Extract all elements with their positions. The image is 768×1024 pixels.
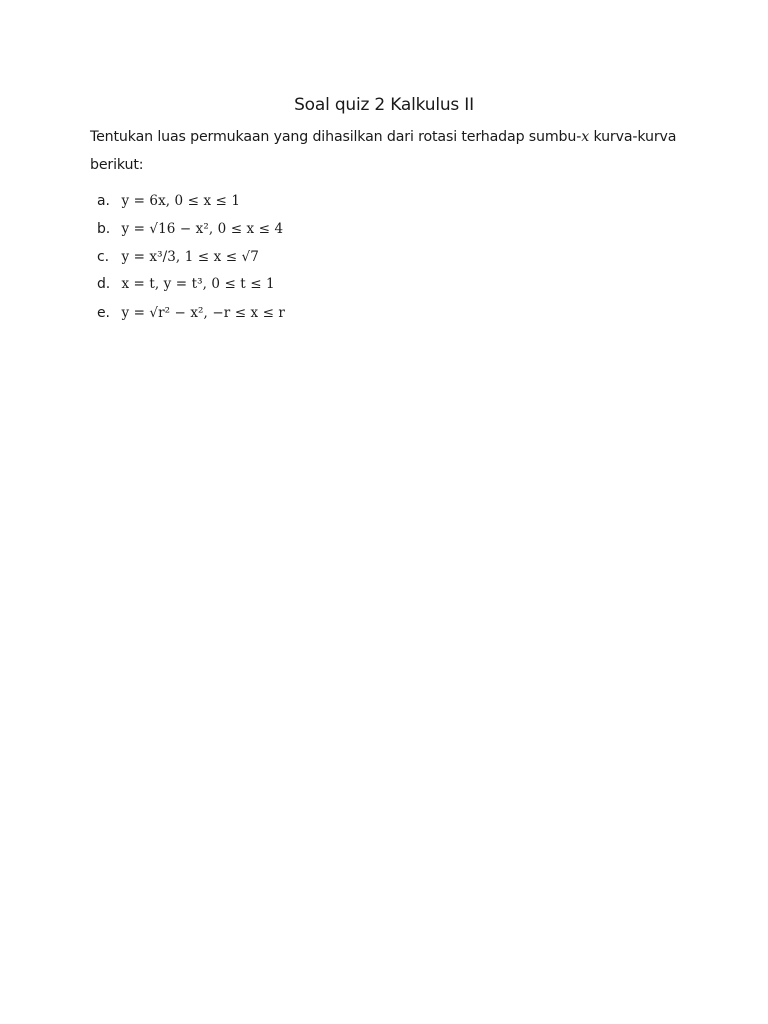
math-expression: x = t, y = t³, 0 ≤ t ≤ 1 bbox=[121, 276, 275, 292]
list-marker: c. bbox=[97, 249, 109, 265]
list-marker: e. bbox=[97, 305, 110, 321]
math-expression: y = √16 − x², 0 ≤ x ≤ 4 bbox=[121, 221, 284, 237]
document-title: Soal quiz 2 Kalkulus II bbox=[294, 95, 474, 115]
list-marker: b. bbox=[97, 221, 111, 237]
math-expression: y = √r² − x², −r ≤ x ≤ r bbox=[121, 305, 285, 321]
intro-variable: x bbox=[581, 129, 590, 145]
list-item bbox=[97, 218, 283, 240]
intro-text-before: Tentukan luas permukaan yang dihasilkan dari rotasi terhadap sumbu- bbox=[90, 129, 582, 145]
math-expression: y = 6x, 0 ≤ x ≤ 1 bbox=[121, 193, 241, 209]
intro-text-after: kurva-kurva bbox=[589, 129, 677, 145]
list-item bbox=[97, 190, 240, 212]
math-expression: y = x³/3, 1 ≤ x ≤ √7 bbox=[121, 249, 259, 265]
list-marker: a. bbox=[97, 193, 110, 209]
list-item bbox=[97, 302, 285, 324]
list-marker: d. bbox=[97, 276, 111, 292]
intro-line-1 bbox=[90, 127, 690, 147]
list-item bbox=[97, 273, 275, 295]
list-item bbox=[97, 246, 259, 268]
intro-line-2: berikut: bbox=[90, 157, 144, 173]
